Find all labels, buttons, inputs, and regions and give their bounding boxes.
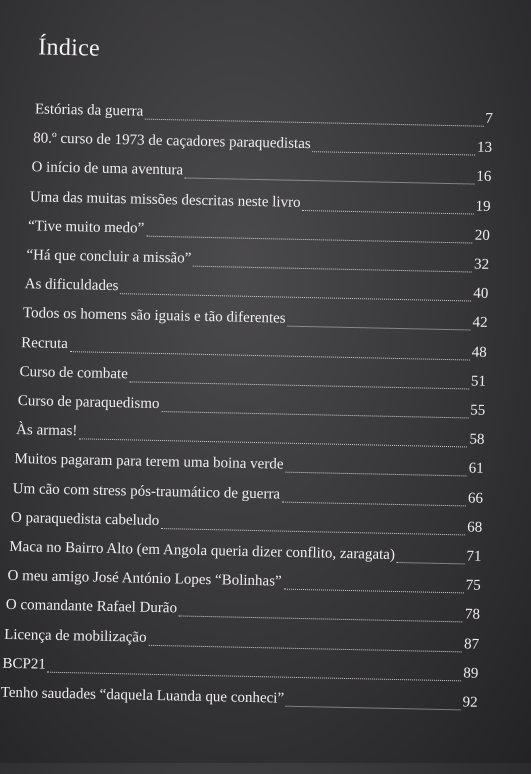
- toc-entry-title: Um cão com stress pós-traumático de guerra: [12, 480, 281, 503]
- toc-entry: [13, 480, 484, 508]
- dot-leader: [130, 381, 469, 389]
- toc-entry-title: Às armas!: [15, 422, 78, 440]
- toc-entry-page-number: 89: [463, 665, 479, 682]
- toc-entry-page-number: 71: [466, 548, 482, 565]
- dot-leader: [286, 706, 461, 711]
- toc-entry-page-number: 61: [468, 460, 484, 478]
- toc-entry-page-number: 7: [485, 110, 494, 127]
- dot-leader: [120, 293, 471, 301]
- dot-leader: [79, 439, 467, 448]
- toc-entry-page-number: 13: [476, 139, 493, 157]
- toc-entry-title: Todos os homens são iguais e tão diferentes: [22, 305, 286, 328]
- toc-entry-page-number: 32: [473, 256, 490, 273]
- toc-entry-title: Recruta: [21, 334, 69, 352]
- toc-entry: [31, 159, 491, 187]
- dot-leader: [282, 501, 466, 506]
- toc-entry-title: Uma das muitas missões descritas neste livro: [29, 188, 301, 211]
- dot-leader: [146, 235, 473, 243]
- toc-entry: [21, 334, 487, 362]
- toc-entry: [4, 625, 479, 653]
- dot-leader: [302, 210, 473, 215]
- dot-leader: [148, 644, 462, 652]
- dot-leader: [179, 616, 463, 623]
- toc-entry-page-number: 87: [463, 636, 480, 653]
- toc-entry-title: 80.º curso de 1973 de caçadores paraquedistas: [33, 130, 311, 153]
- toc-entry-title: BCP21: [2, 655, 46, 673]
- toc-entry-title: As dificuldades: [24, 276, 119, 295]
- toc-entry-page-number: 20: [474, 227, 490, 244]
- toc-entry: [6, 596, 480, 624]
- toc-entry-title: O comandante Rafael Durão: [5, 597, 178, 617]
- toc-entry-page-number: 55: [470, 402, 486, 419]
- dot-leader: [161, 528, 465, 535]
- toc-entry-title: Maca no Bairro Alto (em Angola queria dizer conflito, zaragata): [9, 538, 396, 563]
- toc-entry-page-number: 19: [475, 198, 491, 215]
- dot-leader: [145, 119, 483, 127]
- toc-entry-page-number: 48: [471, 344, 487, 361]
- dot-leader: [193, 266, 472, 273]
- toc-entry-page-number: 92: [462, 694, 478, 711]
- toc-entry-title: “Há que concluir a missão”: [26, 247, 192, 267]
- dot-leader: [70, 351, 470, 360]
- dot-leader: [397, 562, 465, 564]
- toc-entry-title: Licença de mobilização: [3, 626, 147, 646]
- toc-entry-title: Estórias da guerra: [34, 101, 144, 120]
- toc-entry-title: “Tive muito medo”: [27, 218, 145, 237]
- dot-leader: [48, 672, 462, 682]
- toc-entry: [35, 100, 493, 128]
- toc-entry: [26, 246, 489, 274]
- toc-entry-page-number: 58: [469, 431, 485, 448]
- toc-entry-title: O meu amigo José António Lopes “Bolinhas”: [7, 568, 282, 590]
- toc-entry: [23, 305, 488, 333]
- toc-entry: [7, 567, 480, 595]
- toc-entry-page-number: 75: [465, 577, 481, 594]
- toc-entry: [30, 188, 491, 216]
- toc-entry: [14, 450, 484, 478]
- toc-entry-title: O início de uma aventura: [31, 159, 184, 179]
- toc-entry-page-number: 51: [470, 373, 487, 390]
- toc-entry: [1, 684, 478, 712]
- dot-leader: [285, 472, 466, 477]
- toc-entry: [16, 421, 485, 449]
- toc-entry-title: Muitos pagaram para terem uma boina verde: [14, 451, 284, 473]
- toc-entry: [11, 509, 483, 537]
- toc-entry-page-number: 42: [472, 314, 488, 332]
- toc-entry-page-number: 66: [467, 490, 484, 507]
- toc-entry-title: Curso de combate: [19, 363, 129, 383]
- toc-entry: [33, 129, 492, 157]
- toc-entry-title: O paraquedista cabeludo: [10, 509, 160, 529]
- dot-leader: [312, 151, 474, 155]
- toc-entry: [18, 392, 486, 420]
- toc-entry-page-number: 40: [473, 285, 489, 303]
- toc-entry: [2, 655, 478, 683]
- toc-entry-page-number: 16: [476, 168, 492, 186]
- toc-entry-page-number: 68: [467, 519, 483, 536]
- toc-entry-title: Curso de paraquedismo: [17, 393, 160, 412]
- toc-entry-page-number: 78: [464, 606, 481, 624]
- dot-leader: [161, 411, 468, 418]
- dot-leader: [283, 589, 463, 594]
- dot-leader: [287, 326, 470, 331]
- index-heading: Índice: [37, 34, 101, 62]
- toc-entry: [19, 363, 486, 391]
- dot-leader: [185, 178, 474, 185]
- toc-entry: [9, 538, 482, 566]
- toc-entry-title: Tenho saudades “daquela Luanda que conheci”: [0, 684, 285, 707]
- toc-entry: [28, 217, 490, 245]
- toc-entry: [25, 275, 489, 303]
